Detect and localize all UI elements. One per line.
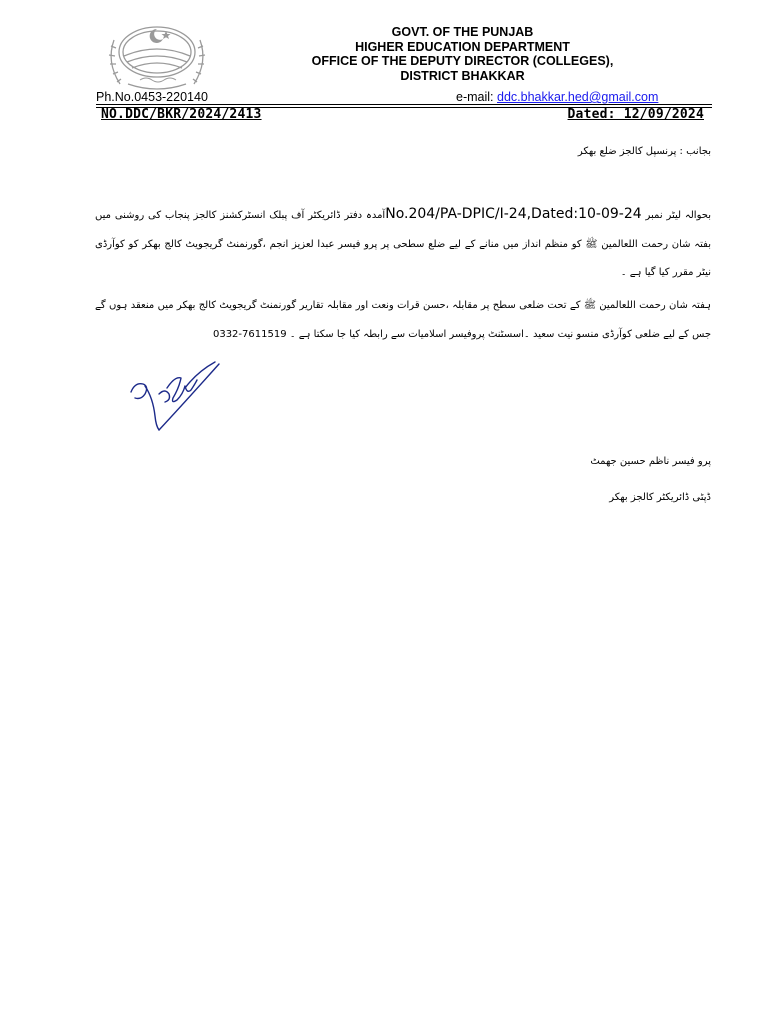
reference-date: Dated: 12/09/2024 (567, 107, 704, 122)
reference-number: NO.DDC/BKR/2024/2413 (101, 107, 262, 122)
letterhead-line-government: GOVT. OF THE PUNJAB (391, 25, 534, 39)
email-line (456, 90, 658, 104)
letterhead (255, 25, 670, 83)
signer-designation: ڈپٹی ڈائریکٹر کالجز بھکر (609, 492, 711, 503)
header-divider (96, 104, 712, 105)
letterhead-line-department: HIGHER EDUCATION DEPARTMENT (355, 39, 570, 54)
punjab-government-emblem-icon (102, 22, 212, 94)
para1-prefix: بحوالہ لیٹر نمبر (645, 210, 711, 221)
para2-contact-phone: 0332-7611519 (212, 328, 287, 340)
email-link[interactable]: ddc.bhakkar.hed@gmail.com (497, 90, 659, 104)
handwritten-signature-icon (125, 358, 225, 436)
signer-name: پرو فیسر ناظم حسین جھمٹ (590, 456, 711, 467)
letterhead-line-office: OFFICE OF THE DEPUTY DIRECTOR (COLLEGES), (311, 54, 614, 68)
addressee: بجانب : پرنسپل کالجز ضلع بھکر (577, 146, 711, 157)
para1-body: آمدہ دفتر ڈائریکٹر آف پبلک انسٹرکشنز کالجز پنجاب کی روشنی میں بفتہ شان رحمت اللعالمین ﷺ کو منظم انداز میں منانے کے لیے ضلع سطحی پر پرو فیسر عبدا لعزیز انجم ،گورنمنٹ گریجویٹ کالج بھکر کو کوآرڈی نیٹر مقرر کیا گیا ہے ۔ (95, 210, 711, 278)
letterhead-line-district: DISTRICT BHAKKAR (400, 68, 525, 83)
phone-number: Ph.No.0453-220140 (96, 90, 208, 104)
letter-paragraph-2 (95, 292, 711, 349)
email-label: e-mail: (456, 90, 494, 104)
letter-paragraph-1 (95, 200, 711, 288)
para2-body: ہفتہ شان رحمت اللعالمین ﷺ کے تحت ضلعی سطح پر مقابلہ ،حسن قرات ونعت اور مقابلہ تقاریر گورنمنٹ گریجویٹ کالج بھکر میں منعقد ہوں گے جس کے لیے ضلعی کوآرڈی منسو نیت سعید ۔اسسٹنٹ پروفیسر اسلامیات سے رابطہ کیا جا سکتا ہے ۔ (95, 300, 711, 340)
para1-reference-letter: No.204/PA-DPIC/I-24,Dated:10-09-24 (385, 206, 642, 222)
